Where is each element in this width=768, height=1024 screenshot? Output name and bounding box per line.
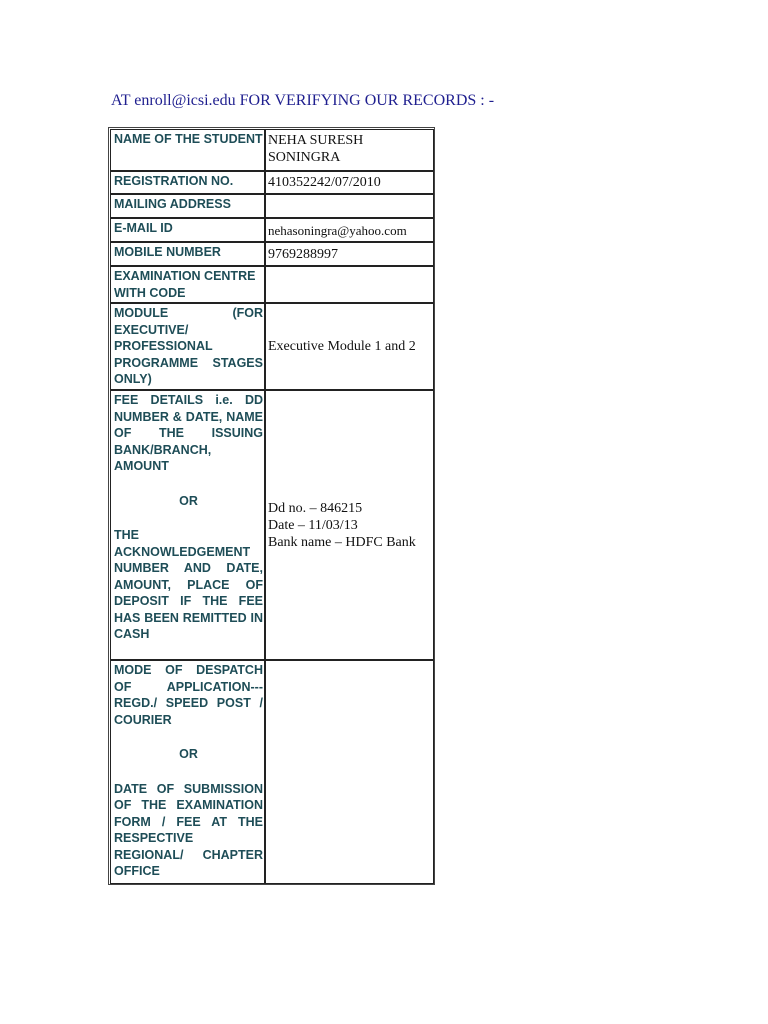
fee-date: Date – 11/03/13 — [268, 517, 358, 533]
value-mailing-address — [265, 194, 434, 218]
value-mobile: 9769288997 — [265, 242, 434, 266]
label-module: MODULE (FOR EXECUTIVE/ PROFESSIONAL PROGRAMME STAGES ONLY) — [110, 303, 265, 390]
fee-details-or: OR — [179, 493, 198, 508]
value-fee-details — [265, 390, 434, 660]
value-mode-of-despatch — [265, 660, 434, 884]
value-email: nehasoningra@yahoo.com — [265, 218, 434, 242]
label-registration: REGISTRATION NO. — [110, 171, 265, 194]
fee-bank-name: Bank name – HDFC Bank — [268, 534, 416, 550]
label-name: NAME OF THE STUDENT — [110, 129, 265, 171]
value-registration: 410352242/07/2010 — [265, 171, 434, 194]
label-email: E-MAIL ID — [110, 218, 265, 242]
label-mobile: MOBILE NUMBER — [110, 242, 265, 266]
value-name — [265, 129, 434, 171]
value-exam-centre — [265, 266, 434, 303]
value-name-line1: NEHA SURESH — [268, 133, 364, 148]
despatch-part1: MODE OF DESPATCH OF APPLICATION--- REGD./ SPEED POST / COURIER — [114, 663, 263, 727]
label-exam-centre: EXAMINATION CENTRE WITH CODE — [110, 266, 265, 303]
label-mode-of-despatch — [110, 660, 265, 884]
label-fee-details — [110, 390, 265, 660]
value-name-line2: SONINGRA — [268, 150, 341, 165]
fee-details-part1: FEE DETAILS i.e. DD NUMBER & DATE, NAME OF THE ISSUING BANK/BRANCH, AMOUNT — [114, 393, 263, 473]
fee-dd-number: Dd no. – 846215 — [268, 500, 363, 516]
despatch-or: OR — [179, 747, 198, 761]
value-module: Executive Module 1 and 2 — [265, 303, 434, 390]
heading: AT enroll@icsi.edu FOR VERIFYING OUR RECORDS : - — [111, 92, 495, 109]
label-mailing-address: MAILING ADDRESS — [110, 194, 265, 218]
despatch-part2: DATE OF SUBMISSION OF THE EXAMINATION FORM / FEE AT THE RESPECTIVE REGIONAL/ CHAPTER OFFICE — [114, 781, 263, 878]
fee-details-part2: THE ACKNOWLEDGEMENT NUMBER AND DATE, AMOUNT, PLACE OF DEPOSIT IF THE FEE HAS BEEN REMITTED IN CASH — [114, 528, 263, 641]
